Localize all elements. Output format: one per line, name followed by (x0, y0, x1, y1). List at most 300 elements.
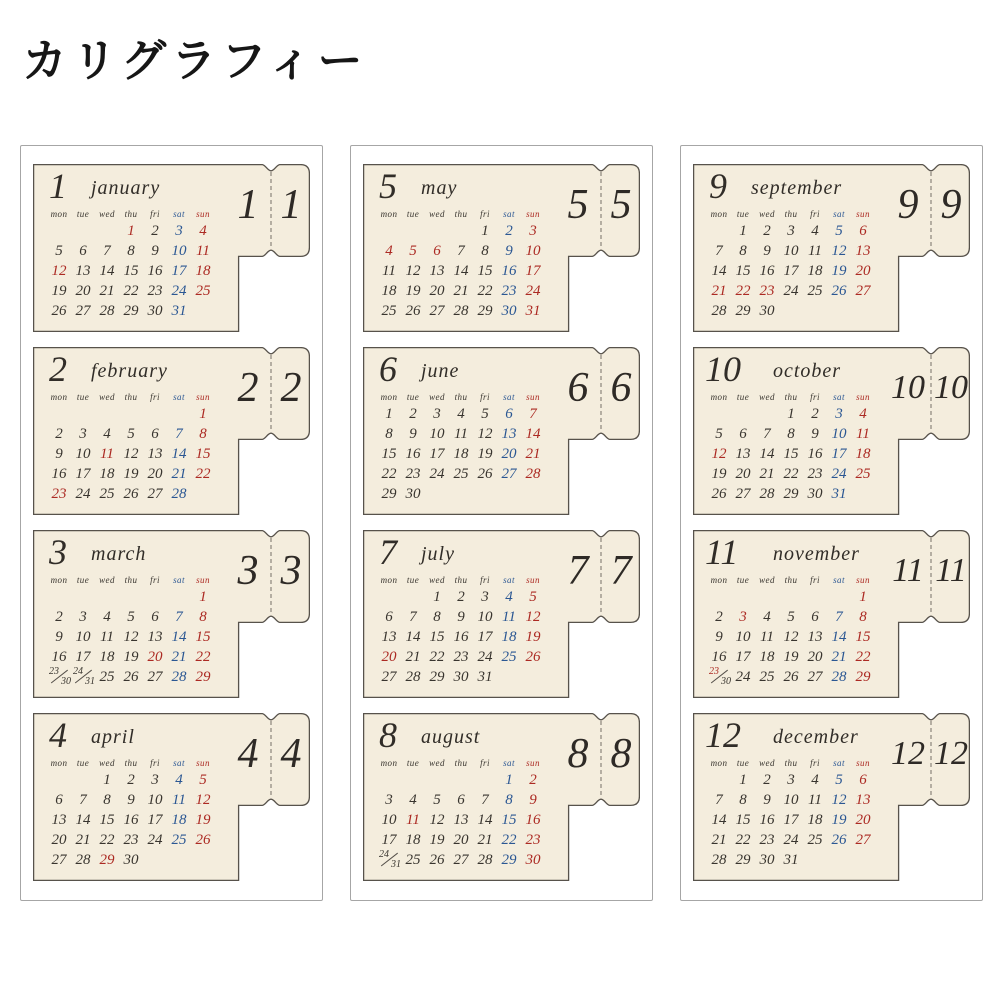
date-cell: 5 (127, 609, 135, 625)
date-cell: 6 (55, 792, 63, 808)
date-cell: 9 (127, 792, 135, 808)
date-cell: 10 (75, 629, 91, 645)
weekday-label-tue: tue (76, 758, 90, 768)
date-cell: 18 (807, 263, 823, 279)
month-name: january (91, 177, 161, 199)
date-cell: 25 (99, 486, 115, 502)
date-cell: 22 (855, 649, 871, 665)
date-cell: 19 (831, 263, 847, 279)
weekday-label-mon: mon (380, 209, 398, 219)
tab-month-number: 9 (940, 182, 962, 228)
date-cell: 3 (787, 772, 795, 788)
date-cell: 6 (859, 772, 867, 788)
date-cell: 15 (123, 263, 139, 279)
date-cell: 7 (103, 243, 111, 259)
month-number: 9 (709, 166, 727, 206)
date-cell: 27 (855, 283, 871, 299)
weekday-label-tue: tue (406, 209, 420, 219)
tab-month-number: 11 (935, 552, 967, 589)
calendar-card-october (693, 347, 970, 515)
date-cell: 17 (429, 446, 445, 462)
date-cell: 13 (453, 812, 469, 828)
date-cell: 24 (171, 283, 187, 299)
date-cell: 26 (477, 466, 493, 482)
date-cell: 15 (735, 263, 751, 279)
date-cell: 1 (739, 223, 747, 239)
date-cell: 5 (127, 426, 135, 442)
weekday-label-wed: wed (99, 209, 115, 219)
date-cell: 15 (477, 263, 493, 279)
date-cell: 22 (735, 283, 751, 299)
date-cell: 18 (99, 466, 115, 482)
date-cell: 16 (807, 446, 823, 462)
date-cell: 29 (735, 852, 751, 868)
date-cell: 19 (783, 649, 799, 665)
date-cell: 6 (151, 609, 159, 625)
month-name: june (421, 360, 460, 382)
date-cell: 30 (147, 303, 163, 319)
date-cell: 23 (759, 832, 775, 848)
date-cell: 28 (759, 486, 775, 502)
date-cell: 24 (429, 466, 445, 482)
weekday-label-wed: wed (759, 758, 775, 768)
date-cell: 10 (381, 812, 397, 828)
calendar-card-march (33, 530, 310, 698)
date-cell: 23 (51, 486, 67, 502)
weekday-label-sun: sun (526, 575, 540, 585)
date-cell: 9 (151, 243, 159, 259)
date-cell: 31 (171, 303, 187, 319)
date-cell: 26 (831, 832, 847, 848)
calendar-card-february (33, 347, 310, 515)
weekday-label-thu: thu (784, 758, 798, 768)
date-cell: 8 (505, 792, 513, 808)
date-cell: 7 (175, 426, 183, 442)
weekday-label-fri: fri (480, 575, 490, 585)
weekday-label-sun: sun (196, 758, 210, 768)
date-cell: 1 (481, 223, 489, 239)
date-cell: 2 (55, 426, 63, 442)
date-cell: 14 (171, 629, 187, 645)
date-cell: 3 (835, 406, 843, 422)
date-cell: 4 (175, 772, 183, 788)
date-cell: 8 (433, 609, 441, 625)
date-cell: 1 (787, 406, 795, 422)
date-cell: 1 (103, 772, 111, 788)
date-cell: 25 (807, 283, 823, 299)
month-name: august (421, 726, 481, 748)
calendar-card-august (363, 713, 640, 881)
date-cell: 4 (505, 589, 513, 605)
date-cell: 27 (807, 669, 823, 685)
date-cell: 6 (433, 243, 441, 259)
weekday-label-fri: fri (810, 392, 820, 402)
date-cell: 3 (175, 223, 183, 239)
weekday-label-mon: mon (50, 575, 68, 585)
date-cell: 12 (525, 609, 541, 625)
month-name: april (91, 726, 135, 748)
weekday-label-sun: sun (526, 209, 540, 219)
calendar-card-september (693, 164, 970, 332)
date-value: 30 (61, 676, 71, 687)
date-cell: 10 (147, 792, 163, 808)
weekday-label-tue: tue (736, 575, 750, 585)
date-cell: 27 (51, 852, 67, 868)
weekday-label-fri: fri (810, 758, 820, 768)
date-cell: 21 (453, 283, 469, 299)
date-cell: 14 (711, 812, 727, 828)
date-cell: 4 (103, 609, 111, 625)
month-number: 4 (49, 715, 67, 755)
date-cell: 1 (199, 406, 207, 422)
date-cell: 25 (453, 466, 469, 482)
date-cell: 17 (75, 649, 91, 665)
date-cell: 5 (433, 792, 441, 808)
date-cell: 16 (123, 812, 139, 828)
date-cell: 11 (856, 426, 870, 442)
date-cell: 6 (739, 426, 747, 442)
weekday-label-sun: sun (526, 758, 540, 768)
date-value: 30 (721, 676, 731, 687)
tab-month-number: 12 (934, 735, 968, 772)
date-cell: 5 (481, 406, 489, 422)
date-cell: 15 (783, 446, 799, 462)
date-cell: 23 (453, 649, 469, 665)
date-value: 24 (73, 666, 83, 677)
tab-month-number: 2 (280, 365, 302, 411)
weekday-label-wed: wed (759, 575, 775, 585)
date-cell: 15 (735, 812, 751, 828)
split-date-cell (377, 850, 401, 870)
date-cell: 5 (835, 223, 843, 239)
date-cell: 25 (99, 669, 115, 685)
date-cell: 28 (831, 669, 847, 685)
date-cell: 12 (429, 812, 445, 828)
date-cell: 23 (525, 832, 541, 848)
weekday-label-wed: wed (99, 575, 115, 585)
date-cell: 14 (525, 426, 541, 442)
date-cell: 12 (123, 446, 139, 462)
date-cell: 11 (502, 609, 516, 625)
weekday-label-sat: sat (173, 758, 185, 768)
date-cell: 13 (429, 263, 445, 279)
date-cell: 27 (75, 303, 91, 319)
date-cell: 2 (763, 223, 771, 239)
date-cell: 25 (195, 283, 211, 299)
weekday-label-tue: tue (76, 575, 90, 585)
date-cell: 25 (807, 832, 823, 848)
date-cell: 28 (477, 852, 493, 868)
weekday-label-wed: wed (429, 209, 445, 219)
date-cell: 18 (381, 283, 397, 299)
date-cell: 4 (199, 223, 207, 239)
date-cell: 13 (75, 263, 91, 279)
weekday-label-thu: thu (454, 209, 468, 219)
date-cell: 25 (381, 303, 397, 319)
tab-month-number: 7 (610, 548, 632, 594)
weekday-label-tue: tue (76, 209, 90, 219)
weekday-label-sat: sat (833, 758, 845, 768)
date-cell: 7 (715, 243, 723, 259)
date-cell: 14 (75, 812, 91, 828)
weekday-label-fri: fri (810, 575, 820, 585)
date-cell: 11 (454, 426, 468, 442)
date-cell: 29 (783, 486, 799, 502)
date-cell: 21 (171, 649, 187, 665)
date-cell: 10 (831, 426, 847, 442)
calendar-card-december (693, 713, 970, 881)
date-cell: 10 (477, 609, 493, 625)
card-large-month-number: 1 (237, 182, 259, 228)
date-cell: 12 (195, 792, 211, 808)
month-name: october (773, 360, 842, 382)
date-cell: 15 (501, 812, 517, 828)
date-cell: 16 (759, 812, 775, 828)
date-cell: 9 (457, 609, 465, 625)
date-cell: 2 (763, 772, 771, 788)
date-cell: 24 (783, 283, 799, 299)
weekday-label-fri: fri (480, 392, 490, 402)
date-value: 31 (85, 676, 95, 687)
date-cell: 14 (477, 812, 493, 828)
weekday-label-thu: thu (454, 575, 468, 585)
date-cell: 24 (525, 283, 541, 299)
weekday-label-tue: tue (736, 209, 750, 219)
date-cell: 19 (711, 466, 727, 482)
date-cell: 8 (739, 243, 747, 259)
date-cell: 23 (405, 466, 421, 482)
date-cell: 18 (99, 649, 115, 665)
date-cell: 24 (831, 466, 847, 482)
weekday-label-wed: wed (429, 575, 445, 585)
date-cell: 8 (481, 243, 489, 259)
weekday-label-mon: mon (380, 758, 398, 768)
date-cell: 10 (171, 243, 187, 259)
date-cell: 19 (123, 466, 139, 482)
date-cell: 7 (175, 609, 183, 625)
date-cell: 17 (735, 649, 751, 665)
date-cell: 22 (477, 283, 493, 299)
date-cell: 4 (859, 406, 867, 422)
date-cell: 13 (855, 792, 871, 808)
weekday-label-mon: mon (710, 392, 728, 402)
date-cell: 2 (811, 406, 819, 422)
date-cell: 3 (739, 609, 747, 625)
weekday-label-mon: mon (50, 209, 68, 219)
date-cell: 13 (501, 426, 517, 442)
date-cell: 26 (783, 669, 799, 685)
date-cell: 13 (51, 812, 67, 828)
date-cell: 23 (501, 283, 517, 299)
date-cell: 20 (147, 649, 163, 665)
date-cell: 7 (409, 609, 417, 625)
date-cell: 17 (783, 812, 799, 828)
date-cell: 29 (99, 852, 115, 868)
date-cell: 9 (763, 243, 771, 259)
date-cell: 9 (763, 792, 771, 808)
date-cell: 19 (477, 446, 493, 462)
weekday-label-sun: sun (196, 575, 210, 585)
date-cell: 11 (808, 243, 822, 259)
date-cell: 18 (195, 263, 211, 279)
date-cell: 11 (196, 243, 210, 259)
date-cell: 9 (811, 426, 819, 442)
month-number: 2 (49, 349, 67, 389)
date-cell: 8 (199, 609, 207, 625)
date-cell: 21 (171, 466, 187, 482)
weekday-label-thu: thu (124, 209, 138, 219)
date-cell: 19 (525, 629, 541, 645)
weekday-label-wed: wed (759, 392, 775, 402)
date-cell: 4 (385, 243, 393, 259)
date-cell: 15 (99, 812, 115, 828)
date-cell: 11 (760, 629, 774, 645)
weekday-label-sat: sat (503, 758, 515, 768)
date-cell: 16 (405, 446, 421, 462)
date-cell: 26 (123, 486, 139, 502)
card-large-month-number: 9 (897, 182, 919, 228)
date-cell: 9 (409, 426, 417, 442)
date-cell: 13 (381, 629, 397, 645)
split-date-cell (71, 667, 95, 687)
weekday-label-sat: sat (503, 209, 515, 219)
date-cell: 20 (501, 446, 517, 462)
weekday-label-sun: sun (196, 392, 210, 402)
weekday-label-thu: thu (784, 392, 798, 402)
date-cell: 8 (103, 792, 111, 808)
weekday-label-wed: wed (99, 392, 115, 402)
date-cell: 12 (477, 426, 493, 442)
date-cell: 12 (51, 263, 67, 279)
date-cell: 7 (457, 243, 465, 259)
weekday-label-thu: thu (784, 209, 798, 219)
date-cell: 21 (831, 649, 847, 665)
date-cell: 8 (199, 426, 207, 442)
date-cell: 8 (127, 243, 135, 259)
tab-month-number: 1 (280, 182, 302, 228)
card-large-month-number: 3 (237, 548, 259, 594)
date-cell: 29 (477, 303, 493, 319)
date-cell: 5 (409, 243, 417, 259)
date-cell: 31 (477, 669, 493, 685)
date-cell: 7 (79, 792, 87, 808)
date-cell: 9 (715, 629, 723, 645)
date-cell: 10 (735, 629, 751, 645)
weekday-label-mon: mon (710, 758, 728, 768)
date-cell: 25 (405, 852, 421, 868)
date-cell: 27 (735, 486, 751, 502)
tab-month-number: 8 (610, 731, 632, 777)
card-large-month-number: 10 (891, 369, 925, 406)
date-cell: 16 (711, 649, 727, 665)
date-cell: 1 (739, 772, 747, 788)
date-cell: 12 (831, 792, 847, 808)
date-cell: 21 (759, 466, 775, 482)
date-cell: 30 (759, 852, 775, 868)
date-cell: 12 (405, 263, 421, 279)
date-cell: 29 (855, 669, 871, 685)
weekday-label-mon: mon (50, 758, 68, 768)
date-cell: 14 (405, 629, 421, 645)
date-cell: 28 (525, 466, 541, 482)
date-cell: 22 (195, 466, 211, 482)
date-value: 31 (391, 859, 401, 870)
date-cell: 30 (453, 669, 469, 685)
date-cell: 6 (505, 406, 513, 422)
date-cell: 24 (783, 832, 799, 848)
date-cell: 15 (855, 629, 871, 645)
month-number: 1 (49, 166, 67, 206)
date-cell: 29 (735, 303, 751, 319)
weekday-label-fri: fri (810, 209, 820, 219)
date-cell: 30 (525, 852, 541, 868)
month-number: 10 (705, 349, 741, 389)
weekday-label-wed: wed (99, 758, 115, 768)
date-cell: 25 (171, 832, 187, 848)
date-cell: 29 (195, 669, 211, 685)
date-cell: 22 (381, 466, 397, 482)
date-cell: 1 (199, 589, 207, 605)
weekday-label-sun: sun (856, 209, 870, 219)
date-cell: 22 (429, 649, 445, 665)
weekday-label-sun: sun (856, 758, 870, 768)
date-cell: 6 (385, 609, 393, 625)
date-cell: 2 (151, 223, 159, 239)
date-cell: 3 (79, 609, 87, 625)
date-cell: 23 (759, 283, 775, 299)
date-cell: 13 (147, 629, 163, 645)
date-cell: 28 (171, 669, 187, 685)
date-cell: 10 (525, 243, 541, 259)
card-large-month-number: 4 (237, 731, 259, 777)
date-cell: 15 (195, 446, 211, 462)
date-cell: 5 (715, 426, 723, 442)
weekday-label-fri: fri (150, 392, 160, 402)
date-cell: 22 (123, 283, 139, 299)
weekday-label-tue: tue (406, 758, 420, 768)
date-cell: 1 (127, 223, 135, 239)
date-cell: 20 (807, 649, 823, 665)
card-large-month-number: 2 (237, 365, 259, 411)
date-cell: 6 (859, 223, 867, 239)
date-value: 23 (709, 666, 719, 677)
date-cell: 25 (501, 649, 517, 665)
month-number: 6 (379, 349, 397, 389)
date-cell: 30 (405, 486, 421, 502)
date-cell: 14 (171, 446, 187, 462)
date-cell: 29 (501, 852, 517, 868)
month-number: 3 (49, 532, 67, 572)
date-cell: 21 (711, 283, 727, 299)
date-cell: 26 (123, 669, 139, 685)
date-cell: 7 (481, 792, 489, 808)
date-cell: 2 (127, 772, 135, 788)
date-cell: 19 (831, 812, 847, 828)
date-cell: 14 (99, 263, 115, 279)
weekday-label-sat: sat (503, 392, 515, 402)
date-cell: 30 (501, 303, 517, 319)
date-cell: 1 (859, 589, 867, 605)
date-cell: 4 (457, 406, 465, 422)
date-cell: 9 (55, 446, 63, 462)
date-cell: 29 (123, 303, 139, 319)
weekday-label-sat: sat (173, 575, 185, 585)
date-cell: 5 (55, 243, 63, 259)
weekday-label-thu: thu (784, 575, 798, 585)
date-cell: 2 (715, 609, 723, 625)
card-large-month-number: 5 (567, 182, 589, 228)
date-cell: 20 (855, 812, 871, 828)
